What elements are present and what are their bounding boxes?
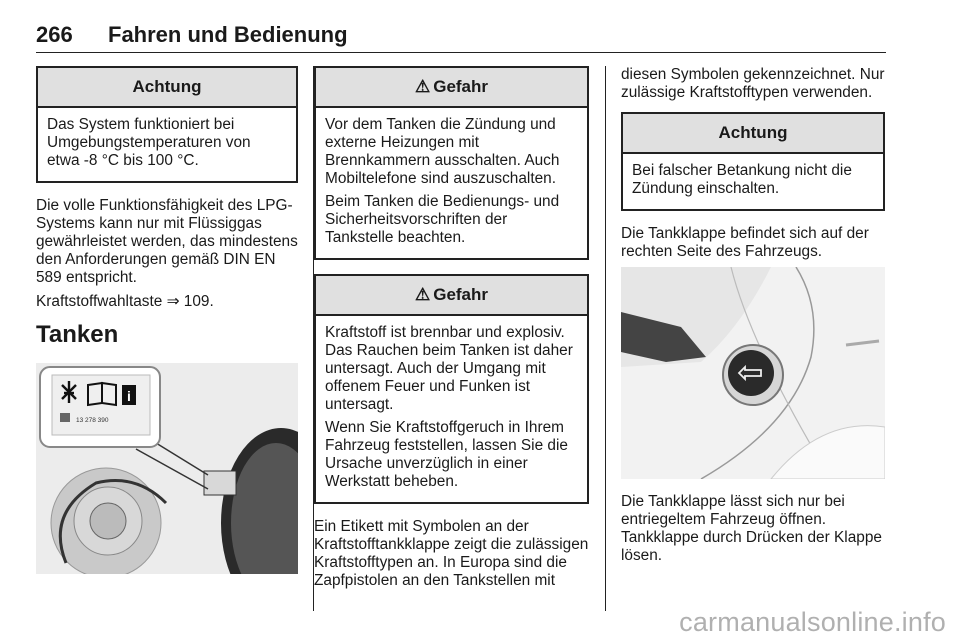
svg-text:i: i [127, 388, 131, 404]
page-number: 266 [36, 22, 73, 47]
page-title: Fahren und Bedienung [108, 22, 348, 47]
lpg-paragraph: Die volle Funktionsfähigkeit des LPG-Systems kann nur mit Flüssiggas gewährleistet werden, das mindestens den Anforderungen gemäß DIN EN 589 entspricht. [36, 197, 298, 286]
fuel-flap-car-illustration [621, 267, 885, 479]
achtung-heading: Achtung [38, 68, 296, 108]
warning-icon: ⚠ [414, 77, 431, 96]
column-divider [605, 66, 606, 611]
symbols-paragraph: diesen Symbolen gekennzeichnet. Nur zulässige Kraftstofftypen verwenden. [621, 66, 885, 101]
flap-location-paragraph: Die Tankklappe befindet sich auf der rechten Seite des Fahrzeugs. [621, 225, 869, 260]
fuel-flap [728, 350, 774, 396]
page-header [36, 20, 886, 53]
fuel-flap-label-illustration [36, 363, 298, 574]
gefahr-heading-1 [316, 68, 587, 108]
gefahr-heading-2 [316, 276, 587, 316]
gefahr-2-text-2: Wenn Sie Kraftstoffgeruch in Ihrem Fahrzeug feststellen, lassen Sie die Ursache unverzüglich in einer Werkstatt beheben. [325, 419, 568, 490]
gefahr-1-text-1: Vor dem Tanken die Zündung und externe Heizungen mit Brennkammern ausschalten. Auch Mobiltelefone sind auszuschalten. [325, 116, 560, 187]
label-paragraph: Ein Etikett mit Symbolen an der Kraftstofftankklappe zeigt die zulässigen Kraftstofftypen an. In Europa sind die Zapfpistolen an den Tankstellen mit [314, 518, 589, 589]
achtung-text: Das System funktioniert bei Umgebungstemperaturen von etwa -8 °C bis 100 °C. [47, 116, 251, 169]
gefahr-2-text-1: Kraftstoff ist brennbar und explosiv. Das Rauchen beim Tanken ist daher untersagt. Auch der Umgang mit offenem Feuer und Funken ist untersagt. [325, 324, 573, 413]
label-code: 13 278 390 [76, 417, 109, 424]
section-title: Tanken [36, 321, 119, 348]
column-1 [36, 66, 298, 574]
fuel-selector-reference: Kraftstoffwahltaste ⇒ 109. [36, 293, 214, 310]
gefahr-label-2: Gefahr [433, 285, 489, 304]
watermark: carmanualsonline.info [679, 607, 946, 637]
gefahr-label-1: Gefahr [433, 77, 489, 96]
achtung-text-2: Bei falscher Betankung nicht die Zündung einschalten. [632, 162, 852, 197]
gefahr-box-1 [314, 66, 589, 260]
column-2 [314, 66, 589, 596]
achtung-box [36, 66, 298, 183]
brand-badge [60, 413, 70, 422]
gefahr-box-2 [314, 274, 589, 504]
warning-icon: ⚠ [414, 285, 431, 304]
achtung-heading-2: Achtung [623, 114, 883, 154]
achtung-box-2 [621, 112, 885, 211]
column-3 [621, 66, 885, 571]
gefahr-1-text-2: Beim Tanken die Bedienungs- und Sicherheitsvorschriften der Tankstelle beachten. [325, 193, 560, 246]
flap-opening-paragraph: Die Tankklappe lässt sich nur bei entriegeltem Fahrzeug öffnen. Tankklappe durch Drücken der Klappe lösen. [621, 493, 882, 564]
